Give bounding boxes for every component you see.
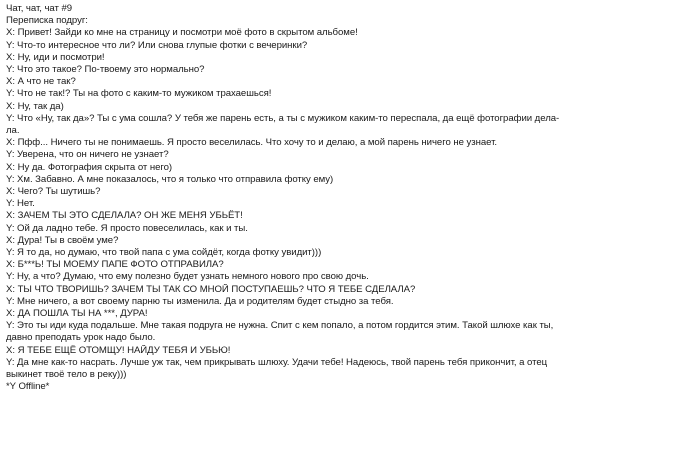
chat-line: X: Дура! Ты в своём уме? [6,234,119,246]
chat-line: Y: Что-то интересное что ли? Или снова глупые фотки с вечеринки? [6,39,308,51]
page-title: Чат, чат, чат #9 [6,3,73,14]
page-subtitle: Переписка подруг: [6,15,88,27]
chat-line: Y: Это ты иди куда подальше. Мне такая подруга не нужна. Спит с кем попало, а потом гордится этим. Такой шлюхе как ты, [6,320,554,332]
chat-line: X: Ну, иди и посмотри! [6,51,105,63]
chat-line: Y: Что это такое? По-твоему это нормально? [6,64,205,76]
chat-line: X: Ну да. Фотография скрыта от него) [6,161,173,173]
chat-line: X: ТЫ ЧТО ТВОРИШЬ? ЗАЧЕМ ТЫ ТАК СО МНОЙ ПОСТУПАЕШЬ? ЧТО Я ТЕБЕ СДЕЛАЛА? [6,283,416,295]
chat-line: Y: Нет. [6,198,35,210]
chat-line: Y: Уверена, что он ничего не узнает? [6,149,169,161]
chat-line: X: А что не так? [6,76,76,88]
chat-line: X: Пфф... Ничего ты не понимаешь. Я просто веселилась. Что хочу то и делаю, а мой парень ничего не узнает. [6,137,498,149]
chat-line: давно преподать урок надо было. [6,332,156,344]
chat-line: Y: Что «Ну, так да»? Ты с ума сошла? У тебя же парень есть, а ты с мужиком каким-то переспала, да ещё фотографии дела- [6,112,560,124]
chat-line: Y: Хм. Забавно. А мне показалось, что я только что отправила фотку ему) [6,173,334,185]
chat-line: X: Ну, так да) [6,100,64,112]
chat-line: Y: Что не так!? Ты на фото с каким-то мужиком трахаешься! [6,88,272,100]
chat-line: X: Чего? Ты шутишь? [6,186,101,198]
chat-line: X: Б***Ь! ТЫ МОЕМУ ПАПЕ ФОТО ОТПРАВИЛА? [6,259,224,271]
chat-line: ла. [6,125,20,137]
chat-line: выкинет твоё тело в реку))) [6,369,127,381]
chat-line: Y: Я то да, но думаю, что твой папа с ума сойдёт, когда фотку увидит))) [6,247,322,259]
chat-line: X: ДА ПОШЛА ТЫ НА ***, ДУРА! [6,308,148,320]
chat-line: Y: Мне ничего, а вот своему парню ты изменила. Да и родителям будет стыдно за тебя. [6,295,394,307]
chat-line: Y: Ну, а что? Думаю, что ему полезно будет узнать немного нового про свою дочь. [6,271,369,283]
status-line: *Y Offline* [6,381,50,393]
chat-line: X: Я ТЕБЕ ЕЩЁ ОТОМЩУ! НАЙДУ ТЕБЯ И УБЬЮ! [6,344,231,356]
chat-line: X: ЗАЧЕМ ТЫ ЭТО СДЕЛАЛА? ОН ЖЕ МЕНЯ УБЬЁТ! [6,210,243,222]
chat-line: X: Привет! Зайди ко мне на страницу и посмотри моё фото в скрытом альбоме! [6,27,358,39]
chat-line: Y: Да мне как-то насрать. Лучше уж так, чем прикрывать шлюху. Удачи тебе! Надеюсь, твой парень тебя прикончит, а отец [6,356,548,368]
chat-line: Y: Ой да ладно тебе. Я просто повеселилась, как и ты. [6,222,248,234]
